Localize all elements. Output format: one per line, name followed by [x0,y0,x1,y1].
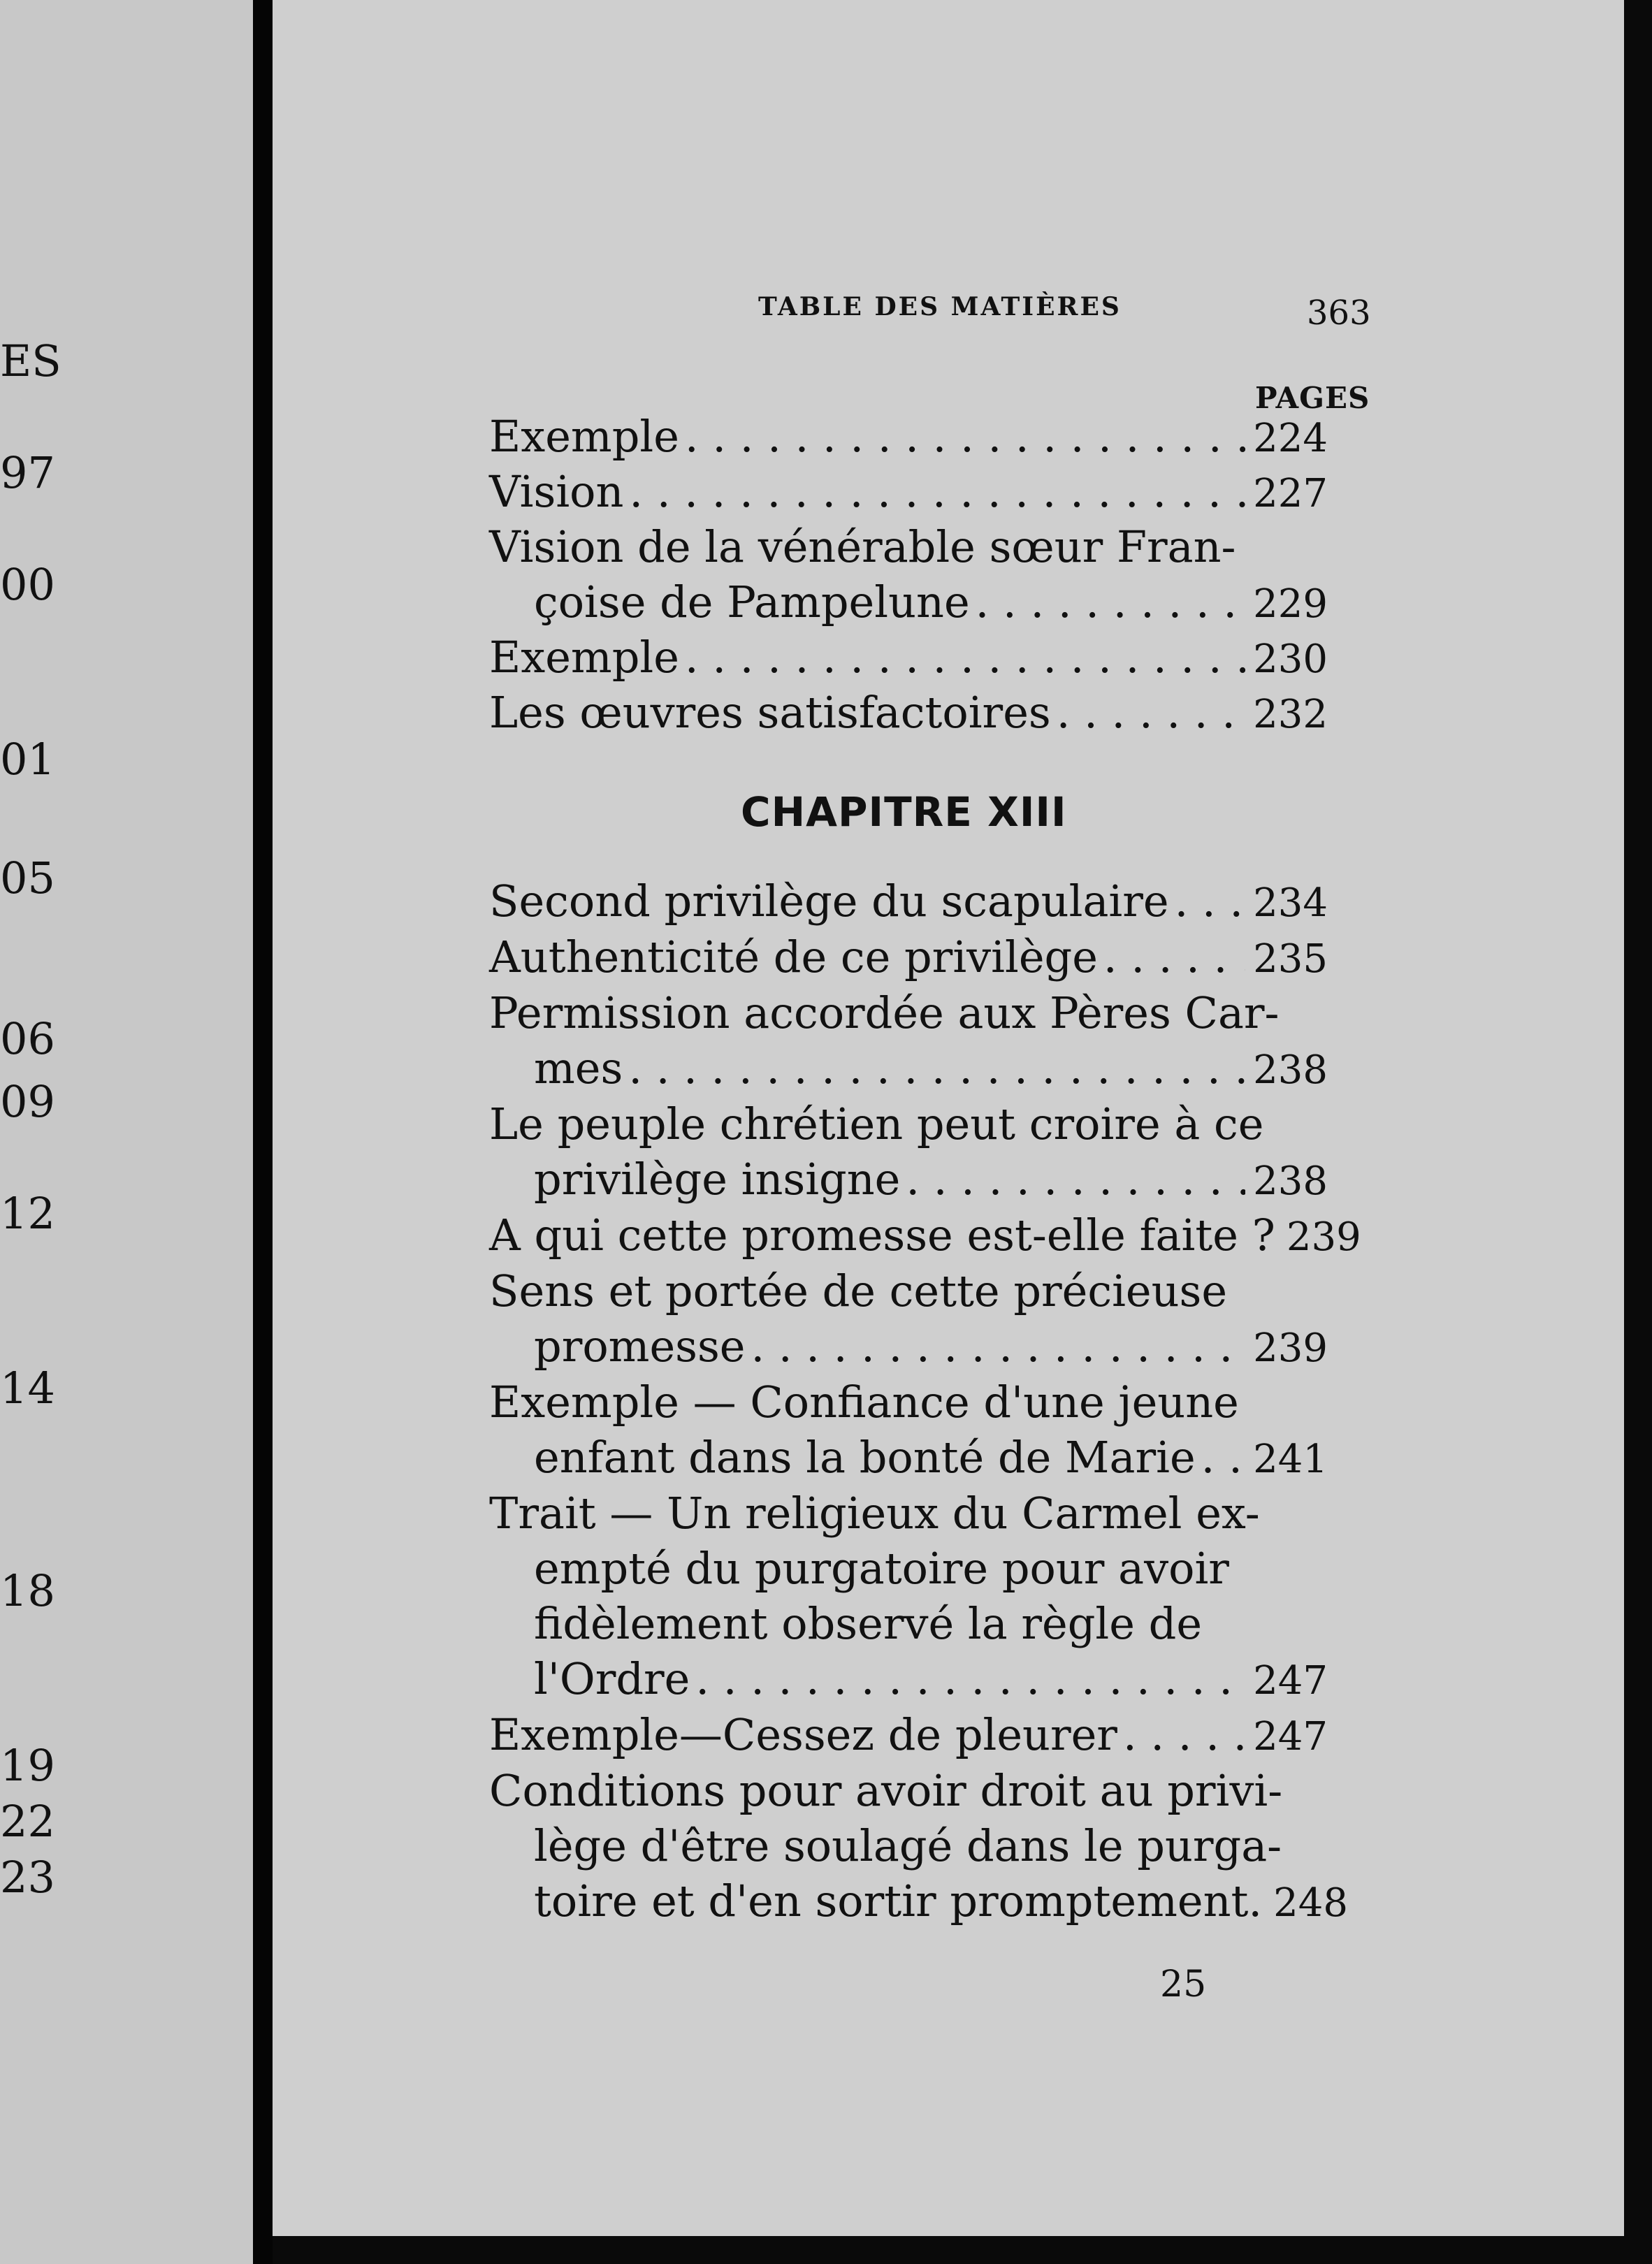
leader-dots [685,630,1245,685]
leader-dots [1175,873,1245,929]
toc-entry-continuation [489,1873,1349,1931]
toc-entry-text: Vision [489,466,624,517]
toc-entry-line [489,1374,1328,1430]
toc-entry [489,1707,1328,1764]
toc-entry-page: 232 [1253,692,1328,737]
toc-entry-line [489,1263,1328,1319]
toc-entry-text: lège d'être soulagé dans le purga- [534,1820,1282,1871]
leader-dots [751,1319,1245,1374]
toc-entry-text: Exemple—Cessez de pleurer [489,1709,1117,1760]
toc-entry-text: empté du purgatoire pour avoir [534,1543,1229,1594]
toc-entry [489,1374,1328,1487]
toc-entry-page: 227 [1253,471,1328,516]
toc-entry [489,1207,1361,1265]
left-fragment: 12 [0,1188,55,1239]
leader-dots [1201,1430,1245,1485]
pages-column-label: PAGES [1255,381,1370,415]
toc-entry-line [489,873,1328,931]
toc-entry [489,464,1328,521]
toc-entry-text: mes [534,1043,623,1094]
toc-entry-line [489,1207,1361,1265]
book-gutter [253,0,273,2264]
toc-entry-line [489,630,1328,687]
toc-entry-page: 224 [1253,416,1328,461]
toc-entry-text: Exemple — Confiance d'une jeune [489,1377,1239,1428]
left-fragment: 22 [0,1796,55,1847]
toc-entry-continuation [489,1651,1328,1708]
toc-entry [489,873,1328,931]
toc-entry-page: 234 [1253,880,1328,926]
toc-entry-continuation [489,1430,1328,1487]
toc-entry-text: çoise de Pampelune [534,576,970,627]
left-fragment: 18 [0,1565,55,1616]
toc-entry-text: Vision de la vénérable sœur Fran- [489,521,1236,572]
toc-entry-continuation [489,1040,1328,1098]
toc-entry-text: privilège insigne [534,1154,901,1205]
page-bottom-shadow [273,2236,1652,2264]
left-page-edge [0,0,253,2264]
leader-dots [1123,1707,1245,1762]
toc-entry-continuation [489,1818,1328,1873]
toc-entry [489,409,1328,466]
toc-entry [489,985,1328,1098]
toc-entry-line [489,985,1328,1040]
toc-entry-page: 230 [1253,637,1328,682]
toc-entry-text: Les œuvres satisfactoires [489,687,1051,738]
toc-entry [489,519,1328,632]
page-edge-shadow [1624,0,1652,2264]
leader-dots [695,1651,1245,1706]
chapter-heading: CHAPITRE XIII [741,788,1067,836]
left-fragment: 97 [0,447,55,498]
left-fragment: 05 [0,852,55,904]
toc-entry-continuation [489,1541,1328,1596]
toc-entry-line [489,929,1328,987]
toc-entry-page: 238 [1253,1047,1328,1093]
page-number: 363 [1307,293,1371,333]
toc-entry-text: promesse [534,1321,746,1372]
toc-entry-page: 247 [1253,1714,1328,1759]
left-fragment: 23 [0,1852,55,1903]
toc-entry-line [489,464,1328,521]
left-fragment: 09 [0,1076,55,1127]
toc-entry [489,1263,1328,1376]
toc-entry [489,630,1328,687]
left-fragment: 06 [0,1013,55,1064]
leader-dots [906,1152,1245,1207]
toc-entry-text: fidèlement observé la règle de [534,1598,1203,1649]
toc-entry-page: 239 [1253,1326,1328,1371]
left-fragment: 01 [0,734,55,785]
toc-entry-line [489,519,1328,574]
toc-entry-text: Second privilège du scapulaire [489,876,1169,927]
toc-entry-page: 238 [1253,1159,1328,1204]
toc-entry [489,1096,1328,1209]
leader-dots [629,464,1245,519]
toc-entry-text: Le peuple chrétien peut croire à ce [489,1098,1264,1149]
leader-dots [628,1040,1245,1096]
leader-dots [976,574,1245,630]
left-fragment: ES [0,335,61,386]
toc-entry [489,929,1328,987]
toc-entry [489,1763,1349,1931]
left-fragment: 19 [0,1740,55,1791]
toc-entry-text: toire et d'en sortir promptement. [534,1875,1263,1926]
toc-entry-page: 247 [1253,1658,1328,1704]
toc-entry-line [489,1096,1328,1152]
toc-entry-line [489,409,1328,466]
toc-entry-page: 229 [1253,581,1328,627]
toc-entry-text: Authenticité de ce privilège [489,931,1098,982]
toc-entry-text: enfant dans la bonté de Marie [534,1432,1196,1483]
toc-entry-text: Exemple [489,411,679,462]
toc-entry-continuation [489,1319,1328,1376]
toc-entry-text: A qui cette promesse est-elle faite ? [489,1210,1275,1261]
left-fragment: 14 [0,1363,55,1414]
toc-entry-line [489,685,1328,742]
toc-entry-page: 248 [1273,1880,1349,1926]
toc-entry-continuation [489,1152,1328,1209]
toc-entry-text: Conditions pour avoir droit au privi- [489,1765,1283,1816]
toc-entry [489,1486,1328,1708]
toc-entry-page: 241 [1253,1437,1328,1482]
leader-dots [1103,929,1245,985]
toc-entry-line [489,1763,1328,1818]
toc-entry-text: Permission accordée aux Pères Car- [489,987,1280,1038]
toc-entry [489,685,1328,742]
left-fragment: 00 [0,559,55,610]
toc-entry-page: 235 [1253,936,1328,982]
toc-entry-text: l'Ordre [534,1653,690,1704]
signature-mark: 25 [1160,1964,1207,2005]
running-title: TABLE DES MATIÈRES [758,292,1122,321]
toc-entry-text: Trait — Un religieux du Carmel ex- [489,1488,1260,1539]
toc-entry-continuation [489,1596,1328,1651]
leader-dots [685,409,1245,464]
toc-entry-text: Sens et portée de cette précieuse [489,1265,1228,1316]
toc-entry-continuation [489,574,1328,632]
toc-entry-page: 239 [1286,1214,1361,1260]
toc-entry-line [489,1707,1328,1764]
toc-entry-text: Exemple [489,632,679,683]
leader-dots [1057,685,1245,740]
toc-entry-line [489,1486,1328,1541]
